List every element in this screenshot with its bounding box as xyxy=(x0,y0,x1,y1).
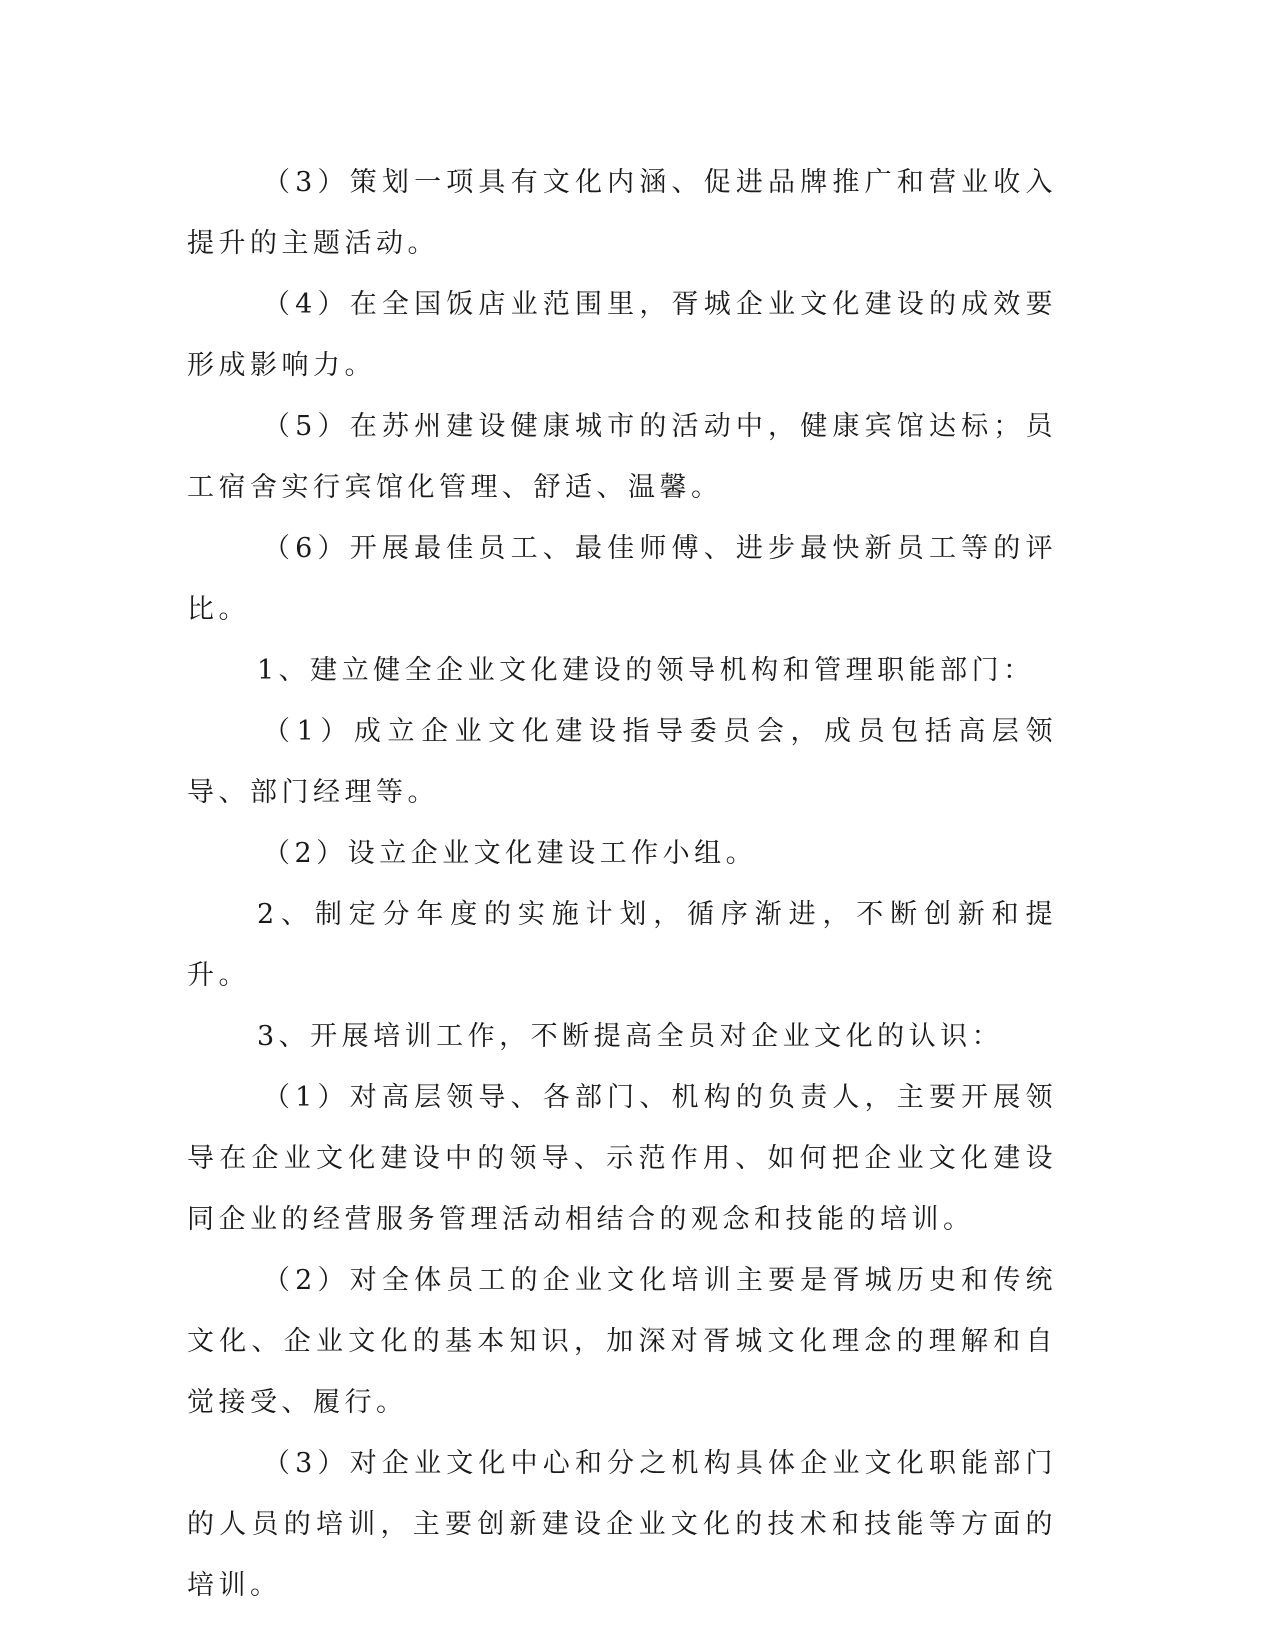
paragraph-subitem-3-3: （3）对企业文化中心和分之机构具体企业文化职能部门的人员的培训，主要创新建设企业文化的技术和技能等方面的培训。 xyxy=(187,1448,1057,1601)
paragraph-subitem-1-1: （1）成立企业文化建设指导委员会，成员包括高层领导、部门经理等。 xyxy=(187,716,1057,808)
section-heading-1: 1、建立健全企业文化建设的领导机构和管理职能部门： xyxy=(257,655,1035,686)
paragraph-item-4: （4）在全国饭店业范围里，胥城企业文化建设的成效要形成影响力。 xyxy=(187,289,1057,381)
section-heading-2: 2、制定分年度的实施计划，循序渐进，不断创新和提升。 xyxy=(187,899,1057,991)
paragraph-subitem-3-2: （2）对全体员工的企业文化培训主要是胥城历史和传统文化、企业文化的基本知识，加深对胥城文化理念的理解和自觉接受、履行。 xyxy=(187,1265,1057,1418)
paragraph-item-5: （5）在苏州建设健康城市的活动中，健康宾馆达标；员工宿舍实行宾馆化管理、舒适、温馨。 xyxy=(187,411,1057,503)
section-heading-3: 3、开展培训工作，不断提高全员对企业文化的认识： xyxy=(257,1021,1004,1052)
paragraph-item-6: （6）开展最佳员工、最佳师傅、进步最快新员工等的评比。 xyxy=(187,533,1057,625)
paragraph-subitem-1-2: （2）设立企业文化建设工作小组。 xyxy=(263,838,758,869)
paragraph-item-3: （3）策划一项具有文化内涵、促进品牌推广和营业收入提升的主题活动。 xyxy=(187,167,1057,259)
paragraph-subitem-3-1: （1）对高层领导、各部门、机构的负责人，主要开展领导在企业文化建设中的领导、示范作用、如何把企业文化建设同企业的经营服务管理活动相结合的观念和技能的培训。 xyxy=(187,1082,1057,1235)
document-body xyxy=(187,152,1057,1616)
